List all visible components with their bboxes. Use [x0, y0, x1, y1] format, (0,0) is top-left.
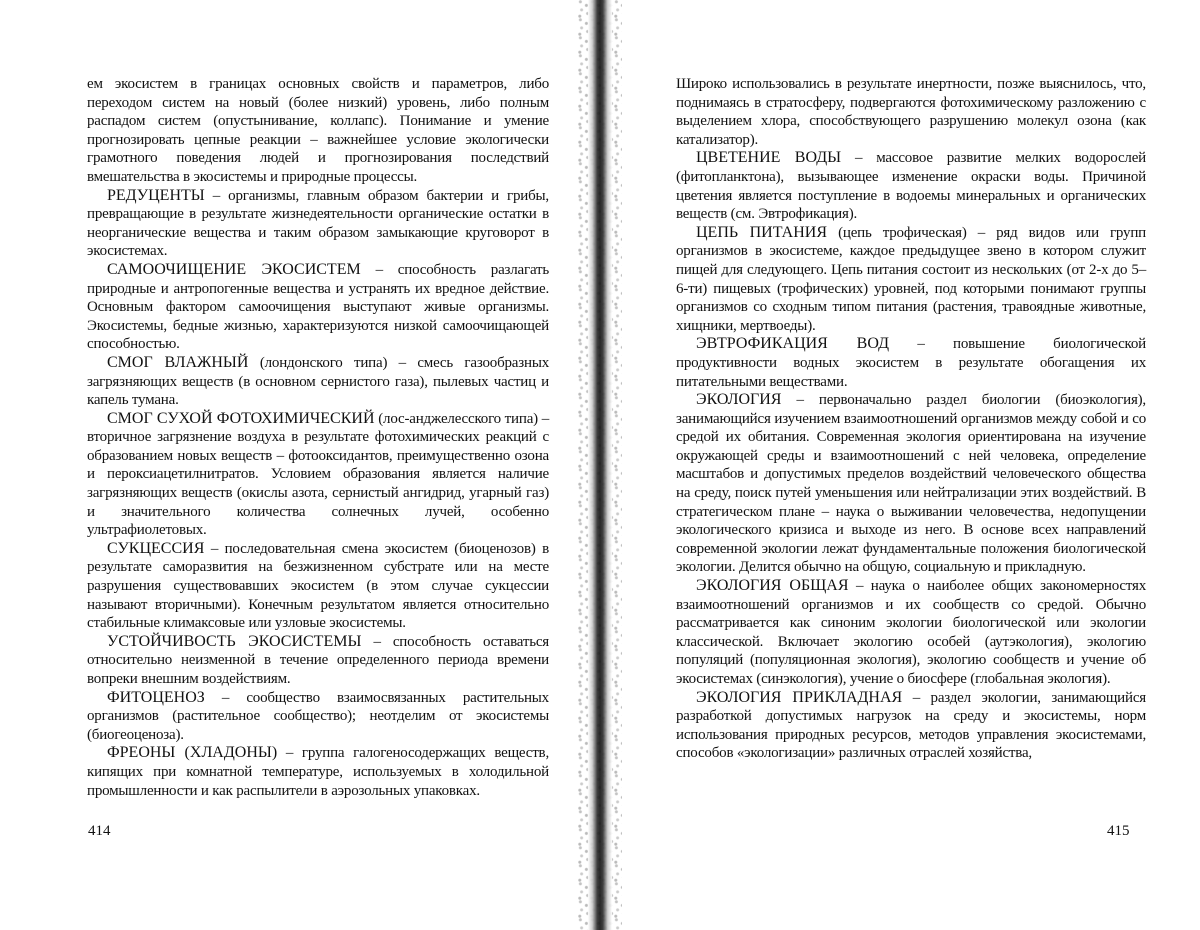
right-page-text	[676, 75, 1146, 763]
entry-definition: – способность разлагать природные и антропогенные вещества и устранять их вредное действие. Основным фактором самоочищения выступают живые организмы. Экосистемы, бедные жизнью, характеризуются низкой самоочищающей способностью.	[87, 261, 550, 353]
entry-term: САМООЧИЩЕНИЕ ЭКОСИСТЕМ	[107, 260, 361, 278]
entry-definition: – организмы, главным образом бактерии и грибы, превращающие в результате жизнедеятельности органические остатки в неорганические вещества и таким образом замыкающие круговорот в экосистемах.	[87, 187, 549, 260]
glossary-entry-ekologiya-prikladnaya	[676, 689, 1146, 763]
glossary-entry-smog-vlazhny	[87, 354, 549, 410]
glossary-entry-smog-sukhoy	[87, 410, 549, 540]
entry-definition: – раздел экологии, занимающийся разработкой допустимых нагрузок на среду и экосистемы, норм использования природных ресурсов, методов управления экосистемами, способов «экологизации» различных отраслей хозяйства,	[676, 689, 1146, 762]
entry-definition: (лос-анджелесского типа) – вторичное загрязнение воздуха в результате фотохимических реакций с образованием новых веществ – фотооксидантов, преимущественно озона и пероксиацетилнитратов. Условием образования является наличие загрязняющих веществ (окислы азота, сернистый ангидрид, угарный газ) и значительного количества солнечных лучей, особенно ультрафиолетовых.	[87, 410, 549, 539]
entry-term: ЭКОЛОГИЯ ОБЩАЯ	[696, 577, 849, 595]
entry-term: ЭКОЛОГИЯ ПРИКЛАДНАЯ	[696, 688, 903, 706]
glossary-entry-evtrofikatsiya	[676, 335, 1146, 391]
entry-term: ФРЕОНЫ (ХЛАДОНЫ)	[107, 744, 278, 762]
left-page	[0, 0, 590, 930]
glossary-entry-samoochishchenie	[87, 261, 549, 354]
entry-term: СУКЦЕССИЯ	[107, 539, 205, 557]
glossary-entry-tsvetenie-vody	[676, 149, 1146, 223]
entry-term: РЕДУЦЕНТЫ	[107, 186, 205, 204]
entry-term: ЦЕПЬ ПИТАНИЯ	[696, 223, 828, 241]
entry-definition: – наука о наиболее общих закономерностях взаимоотношений организмов и их сообществ со средой. Обычно рассматривается как синоним экологии биологической или экологии классической. Включает экологию особей (аутэкология), экологию популяций (популяционная экология), экологию сообществ и учение об экосистемах (синэкология), учение о биосфере (глобальная экология).	[676, 578, 1146, 687]
entry-term: СМОГ СУХОЙ ФОТОХИМИЧЕСКИЙ	[107, 409, 375, 427]
entry-term: ЭКОЛОГИЯ	[696, 391, 782, 409]
right-page	[610, 0, 1200, 930]
glossary-entry-reducenty	[87, 187, 549, 261]
entry-definition: (лондонского типа) – смесь газообразных загрязняющих веществ (в основном сернистого газа), пылевых частиц и капель тумана.	[87, 354, 549, 409]
left-page-text	[87, 75, 549, 800]
entry-definition: (цепь трофическая) – ряд видов или групп организмов в экосистеме, каждое предыдущее звено в котором служит пищей для следующего. Цепь питания состоит из нескольких (от 2-х до 5–6-ти) пищевых (трофических) уровней, под которыми понимают группы организмов со сходным типом питания (растения, травоядные животные, хищники, мертвоеды).	[676, 224, 1146, 334]
entry-term: ЭВТРОФИКАЦИЯ ВОД	[696, 335, 889, 353]
glossary-entry-suktsessiya	[87, 540, 549, 633]
glossary-entry-ustoychivost	[87, 633, 549, 689]
entry-term: ФИТОЦЕНОЗ	[107, 688, 205, 706]
paragraph-text: ем экосистем в границах основных свойств и параметров, либо переходом систем на новый (более низкий) уровень, либо полным распадом систем (опустынивание, коллапс). Понимание и умение прогнозировать цепные реакции – важнейшее условие экологически грамотного поведения людей и прогнозирования последствий вмешательства в экосистемы и природные процессы.	[87, 76, 549, 185]
entry-definition: – способность оставаться относительно неизменной в течение определенного периода времени вопреки внешним воздействиям.	[87, 633, 550, 687]
glossary-entry-tsep-pitaniya	[676, 224, 1146, 336]
paragraph	[87, 75, 549, 187]
entry-definition: – массовое развитие мелких водорослей (фитопланктона), вызывающее изменение окраски воды. Причиной цветения является поступление в водоемы минеральных и органических веществ (см. Эвтрофикация).	[676, 150, 1146, 223]
entry-definition: – сообщество взаимосвязанных растительных организмов (растительное сообщество); неотделим от экосистемы (биогеоценоза).	[87, 689, 549, 743]
page-number: 415	[1107, 823, 1130, 839]
glossary-entry-fitotsenoz	[87, 689, 549, 745]
entry-definition: – повышение биологической продуктивности водных экосистем в результате обогащения их питательными веществами.	[676, 336, 1146, 390]
paragraph	[676, 75, 1146, 149]
entry-definition: – первоначально раздел биологии (биоэкология), занимающийся изучением взаимоотношений организмов между собой и со средой их обитания. Современная экология ориентирована на изучение окружающей среды и взаимоотношений с ней человека, определение масштабов и допустимых пределов воздействий человеческого общества на среду, поиск путей уменьшения или нейтрализации этих воздействий. В стратегическом плане – наука о выживании человечества, недопущении экологического кризиса и выходе из него. В основе всех направлений современной экологии лежат фундаментальные положения биологической экологии. Делится обычно на общую, социальную и прикладную.	[676, 392, 1146, 576]
book-spine	[588, 0, 612, 930]
glossary-entry-ekologiya-obshchaya	[676, 577, 1146, 689]
paragraph-text: Широко использовались в результате инертности, позже выяснилось, что, поднимаясь в стратосферу, подвергаются фотохимическому разложению с выделением хлора, способствующего разрушению молекул озона (как катализатор).	[676, 76, 1146, 148]
entry-term: СМОГ ВЛАЖНЫЙ	[107, 353, 249, 371]
entry-definition: – группа галогеносодержащих веществ, кипящих при комнатной температуре, используемых в холодильной промышленности и как распылители в аэрозольных упаковках.	[87, 745, 549, 799]
glossary-entry-freony	[87, 744, 549, 800]
glossary-entry-ekologiya	[676, 391, 1146, 577]
entry-definition: – последовательная смена экосистем (биоценозов) в результате саморазвития на безжизненном субстрате или на месте разрушения существовавших экосистем (в этом случае сукцессии называют вторичными). Конечным результатом является относительно стабильные климаксовые или узловые экосистемы.	[87, 540, 549, 632]
entry-term: ЦВЕТЕНИЕ ВОДЫ	[696, 149, 842, 167]
page-number: 414	[88, 823, 111, 839]
entry-term: УСТОЙЧИВОСТЬ ЭКОСИСТЕМЫ	[107, 632, 362, 650]
